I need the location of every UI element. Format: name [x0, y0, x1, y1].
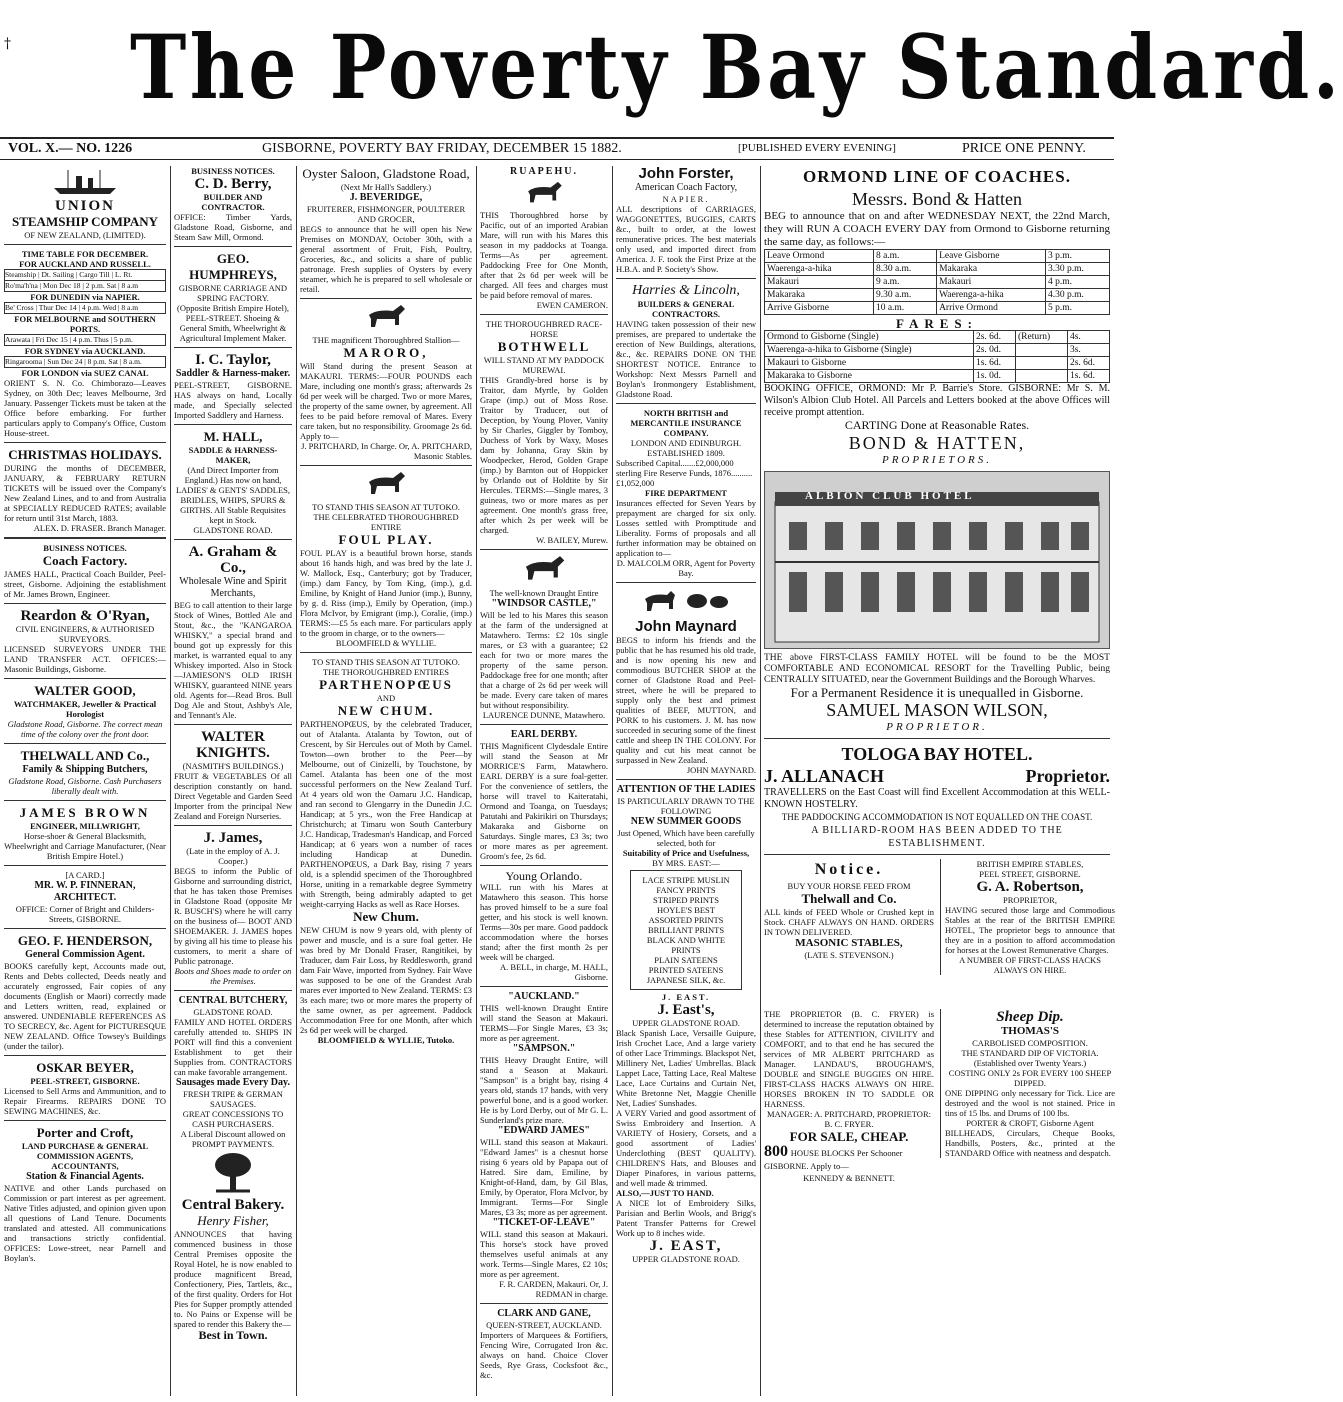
notice-thelwall-body: ALL kinds of FEED Whole or Crushed kept in Stock. CHAFF ALWAYS ON HAND. ORDERS IN TOWN DELIVERED. — [764, 907, 934, 937]
column-rule — [296, 166, 297, 1396]
masonic-sub: (LATE S. STEVENSON.) — [804, 950, 894, 960]
porter-body: NATIVE and other Lands purchased on Commission or part interest as per agreement. Native Titles adjusted, and opinion given upon all questions of Land Tenure. Documents translated and attested. All communications and transactions strictly confidential. OFFICES: Lowe-street, near Parnell and Boylan's. — [4, 1183, 166, 1263]
forster-sub: American Coach Factory, — [634, 182, 738, 193]
maynard-sign: JOHN MAYNARD. — [686, 765, 756, 775]
cash-purchasers: GREAT CONCESSIONS TO CASH PURCHASERS. — [182, 1109, 284, 1129]
column-3 — [300, 166, 472, 1396]
porter-sub-2: Station & Financial Agents. — [26, 1171, 144, 1182]
horse-icon — [521, 180, 567, 208]
nbm-capital: Subscribed Capital.......£2,000,000 sterling Fire Reserve Funds, 1876..........£1,052,000 — [616, 458, 753, 488]
booking-info: BOOKING OFFICE, ORMOND: Mr P. Barrie's Store. GISBORNE: Mr S. M. Wilson's Albion Club Hotel. All Parcels and Letters booked at the above Offices will receive prompt attention. — [764, 383, 1110, 418]
allanach-proprietor: Proprietor. — [1025, 766, 1110, 786]
hotel-sign: ALBION CLUB HOTEL — [805, 490, 975, 502]
fare-cell: Makaraka to Gisborne — [765, 370, 974, 383]
route-auckland: FOR AUCKLAND AND RUSSELL. — [19, 259, 151, 269]
notice-body: BUY YOUR HORSE FEED FROM — [787, 881, 911, 891]
east-bottom-sub: UPPER GLADSTONE ROAD. — [632, 1254, 740, 1264]
good-body: Gladstone Road, Gisborne. The correct mean time of the colony over the front door. — [7, 719, 163, 739]
timetable-cell: Arrive Ormond — [937, 302, 1046, 315]
foul-body: FOUL PLAY is a beautiful brown horse, stands about 16 hands high, and was bred by the late J. W. Mallock, Esq., Canterbury; got by Traducer, (imp.) dam Fancy, by Tom King, (imp.), g.d. Emiline, by Knight of Hand Junior (imp.), Bunny, by g. d. Riss (imp.), Emily by Operation, (imp.) Flora McIvor, by Emigrant (imp.), Coralie, (imp.) TERMS:—£5 5s each mare. For particulars apply to the groom in charge, or to the owners— — [300, 548, 472, 638]
good-title: WALTER GOOD, — [34, 683, 136, 698]
notice-ad — [764, 859, 934, 960]
robertson-body: HAVING secured those large and Commodious Stables at the rear of the BRITISH EMPIRE HOTEL, The proprietor begs to announce that they are in a position to afford accommodation for horses at the Lowest Remunerative Charges. — [945, 905, 1115, 955]
reardon-sub: CIVIL ENGINEERS, & AUTHORISED SURVEYORS. — [15, 624, 155, 644]
foul-title: FOUL PLAY. — [338, 532, 434, 547]
timetable-cell: Arrive Gisborne — [765, 302, 874, 315]
steamship-icon — [50, 168, 120, 196]
card-label: [A CARD.] — [65, 870, 105, 880]
edward-body: WILL stand this season at Makauri. "Edward James" is a chesnut horse rising 6 years old by Papapa out of Hatred. Sire dam, Emiline, by Knight-of-Hand, dam, by Gil Blas, Emily, by Operator, Flora McIvor, by Immigrant. Terms—For Single Mares, £3 3s; more as per agreement. — [480, 1137, 608, 1217]
route-sydney: FOR SYDNEY via AUCKLAND. — [24, 346, 146, 356]
bothwell-intro: THE THOROUGHBRED RACE-HORSE — [485, 319, 603, 339]
box-item: HOYLE'S BEST ASSORTED PRINTS — [648, 905, 724, 925]
taylor-body: PEEL-STREET, GISBORNE. HAS always on hand, Locally made, and Specially selected Imported Saddlery and Harness. — [174, 380, 292, 420]
humphreys-body: (Opposite British Empire Hotel), PEEL-STREET. Shoeing & General Smith, Wheelwright & Agricultural Implement Maker. — [177, 303, 289, 343]
horse-icon — [363, 303, 409, 333]
timetable-cell: 10 a.m. — [873, 302, 936, 315]
column-4 — [480, 166, 608, 1396]
forster-city: NAPIER. — [662, 194, 710, 204]
box-item: BLACK AND WHITE PRINTS — [646, 935, 726, 955]
fare-cell — [1016, 370, 1068, 383]
robertson-title: G. A. Robertson, — [976, 879, 1084, 895]
auckland-title: "AUCKLAND." — [508, 991, 580, 1002]
fare-cell: Makauri to Gisborne — [765, 357, 974, 370]
hacks-note: A NUMBER OF FIRST-CLASS HACKS ALWAYS ON HIRE. — [959, 955, 1101, 975]
route-melbourne: FOR MELBOURNE and SOUTHERN PORTS. — [14, 314, 156, 334]
hall-body: (And Direct Importer from England.) Has now on hand, LADIES' & GENTS' SADDLES, BRIDLES, WHIPS, SPURS & GIRTHS. All Stable Requisites kept in Stock. — [175, 465, 291, 525]
berry-sub: BUILDER AND CONTRACTOR. — [201, 192, 265, 212]
sale-sign: KENNEDY & BENNETT. — [803, 1173, 895, 1183]
column-1 — [4, 166, 166, 1396]
best-in-town: Best in Town. — [198, 1328, 268, 1342]
notice-thelwall: Thelwall and Co. — [801, 891, 897, 906]
place-date: GISBORNE, POVERTY BAY FRIDAY, DECEMBER 15 1882. — [262, 141, 622, 156]
easts-sub: UPPER GLADSTONE ROAD. — [632, 1018, 740, 1028]
timetable-cell: Makaraka — [937, 263, 1046, 276]
oyster-sub: (Next Mr Hall's Saddlery.) — [340, 182, 432, 192]
masonic-sign: MANAGER: A. PRITCHARD, PROPRIETOR: B. C. FRYER. — [767, 1109, 931, 1129]
sale-number: 800 — [764, 1143, 788, 1160]
goods-box — [630, 870, 742, 990]
maynard-title: John Maynard — [635, 618, 737, 635]
robertson-sub: PROPRIETOR, — [1003, 895, 1057, 905]
newchum-title: NEW CHUM. — [337, 703, 435, 718]
paddock-note: THE PADDOCKING ACCOMMODATION IS NOT EQUALLED ON THE COAST. — [781, 812, 1093, 822]
timetable-cell: 5 p.m. — [1046, 302, 1110, 315]
ruapehu-sign: EWEN CAMERON. — [536, 300, 608, 310]
east-side-label: J. EAST. — [661, 992, 711, 1002]
thomas-title: THOMAS'S — [1000, 1025, 1060, 1037]
timetable-cell: Makauri — [937, 276, 1046, 289]
parth-title: PARTHENOPŒUS — [319, 677, 453, 692]
timetable-cell: 3 p.m. — [1046, 250, 1110, 263]
fare-cell: 2s. 6d. — [1067, 357, 1109, 370]
maroro-sign: J. PRITCHARD, In Charge. Or, A. PRITCHARD, Masonic Stables. — [301, 441, 472, 461]
timetable-cell: Leave Gisborne — [937, 250, 1046, 263]
bothwell-body: THIS Grandly-bred horse is by Traitor, dam Myrtle, by Golden Grape (imp.) out of Moss Rose. Traitor by Traducer, out of Deception, by Young Plover, Vanity by Sir Charles, Giggler by Tomboy, Duchess of York by Waxy, Moses dam by Johanna, Gray Skin by Woodpecker, Herod, Golden Grape (imp.) by Barnton out of Hoppicker by Orlando out of Holdtite by Sir Hercules. TERMS:—Single mares, 3 guineas, two or more mares as per agreement. One month's grass free, after which 2s per week will be charged. — [480, 375, 608, 535]
fare-cell: 2s. 0d. — [973, 344, 1015, 357]
bottom-ads — [764, 1009, 1115, 1183]
box-item: PLAIN SATEENS — [654, 955, 718, 965]
fare-cell: Ormond to Gisborne (Single) — [765, 331, 974, 344]
bothwell-sub: WILL STAND AT MY PADDOCK MUREWAI. — [483, 355, 605, 375]
goods-title: NEW SUMMER GOODS — [630, 816, 742, 827]
business-notices: BUSINESS NOTICES. — [191, 166, 275, 176]
sale-title: FOR SALE, CHEAP. — [789, 1129, 909, 1144]
humphreys-sub: GISBORNE CARRIAGE AND SPRING FACTORY. — [178, 283, 288, 303]
box-item: JAPANESE SILK, &c. — [646, 975, 726, 985]
ladies-title: ATTENTION OF THE LADIES — [616, 784, 756, 795]
ticket-body: WILL stand this season at Makauri. This horse's stock have proved themselves useful animals at any work. Terms—Single Mares, £2 10s; more as per agreement. — [480, 1229, 608, 1279]
beyer-sub: PEEL-STREET, GISBORNE. — [30, 1076, 140, 1086]
route-row: Be' Cross | Thur Dec 14 | 4 p.m. Wed | 8 a.m — [4, 302, 166, 314]
bakery-title: Central Bakery. — [181, 1197, 285, 1213]
graham-body: BEG to call attention to their large Stock of Wines, Bottled Ale and Stout, &c., the "KANGAROA WHISKY," a special brand and bound got up expressly for this market, is warranted equal to any Whiskey imported. Also in Stock—JAMIESON'S OLD IRISH WHISKY, guaranteed NINE years old. Agents for—Read Bros. Bull Dog Ale and Stout, Ashby's Ale, and Tennant's Ale. — [174, 600, 292, 720]
box-item: LACE STRIPE MUSLIN — [642, 875, 730, 885]
finneran-title: MR. W. P. FINNERAN, ARCHITECT. — [34, 880, 136, 903]
bond-title: Messrs. Bond & Hatten — [852, 189, 1022, 209]
union-subtitle: STEAMSHIP COMPANY — [11, 214, 158, 229]
notice-title: Notice. — [814, 861, 884, 878]
hotel-body: THE above FIRST-CLASS FAMILY HOTEL will be found to be the MOST COMFORTABLE AND ECONOMICAL RESORT for the Travelling Public, being CENTRALLY SITUATED, near the Government Buildings and the Borough Wharves. — [764, 653, 1110, 685]
james-sub: (Late in the employ of A. J. Cooper.) — [186, 846, 280, 866]
clark-title: CLARK AND GANE, — [497, 1308, 591, 1319]
sheep-title: Sheep Dip. — [996, 1009, 1064, 1025]
xmas-title: CHRISTMAS HOLIDAYS. — [8, 447, 162, 462]
maroro-title: MARORO, — [343, 345, 429, 360]
harries-body: HAVING taken possession of their new premises, are prepared to undertake the erection of New Buildings, alterations, &c., &c. REPAIRS DONE ON THE SHORTEST NOTICE. Entrance to Workshop: Next Messrs Parnell and Boylan's Ironmongery Establishment, Gladstone Road. — [616, 319, 756, 399]
derby-title: EARL DERBY. — [510, 729, 578, 740]
london-body: ORIENT S. N. Co. Chimborazo—Leaves Sydney, on 30th Dec; leaves Melbourne, 3rd January. Passenger Tickets must be taken at the Office before embarking. For further particulars apply to Company's Office, Custom House-street. — [4, 378, 166, 438]
billiard-note: A BILLIARD-ROOM HAS BEEN ADDED TO THE ESTABLISHMENT. — [811, 825, 1063, 849]
price: PRICE ONE PENNY. — [962, 141, 1086, 156]
column-2 — [174, 166, 292, 1396]
edward-title: "EDWARD JAMES" — [498, 1125, 590, 1136]
taylor-title: I. C. Taylor, — [195, 352, 271, 368]
carting: CARTING Done at Reasonable Rates. — [844, 418, 1030, 432]
good-sub: WATCHMAKER, Jeweller & Practical Horologist — [13, 699, 157, 719]
also-body: A NICE lot of Embroidery Silks, Parisian and Berlin Wools, and Brigg's Patent Transfer Patterns for Crewel Work up to 8 inches wide. — [616, 1198, 756, 1238]
auckland-body: THIS well-known Draught Entire will stand the Season at Makauri. TERMS—For Single Mares, £3 3s; more as per agreement. — [480, 1003, 608, 1043]
timetable-cell: Makaraka — [765, 289, 874, 302]
ormond-title: ORMOND LINE OF COACHES. — [803, 167, 1071, 186]
stables-sub: PEEL STREET, GISBORNE. — [979, 869, 1081, 879]
newspaper-title: The Poverty Bay Standard. — [130, 15, 1343, 119]
timetable-cell: Waerenga-a-hika — [937, 289, 1046, 302]
stables-title: BRITISH EMPIRE STABLES, — [976, 859, 1084, 869]
bond-body: BEG to announce that on and after WEDNESDAY NEXT, the 22nd March, they will RUN A COACH EVERY DAY from Ormond to Gisborne returning the same day, as follows:— — [764, 210, 1110, 248]
column-5 — [616, 166, 756, 1396]
parth-head: TO STAND THIS SEASON AT TUTOKO. — [312, 657, 460, 667]
forster-body: ALL descriptions of CARRIAGES, WAGGONETTES, BUGGIES, CARTS &c., built to order, at the lowest remunerative prices. The best materials only used, and imported direct from America. J. F. took the First Prize at the H.B.A. and P. Society's Show. — [616, 204, 756, 274]
box-item: BRILLIANT PRINTS — [647, 925, 725, 935]
fare-cell: 4s. — [1067, 331, 1109, 344]
harries-title: Harries & Lincoln, — [632, 283, 740, 298]
hall-title: M. HALL, — [203, 429, 263, 444]
graham-title: A. Graham & Co., — [188, 544, 278, 576]
timetable-cell: 8.30 a.m. — [873, 263, 936, 276]
bothwell-sign: W. BAILEY, Murew. — [536, 535, 608, 545]
fare-cell — [1016, 344, 1068, 357]
sale-row — [764, 1145, 934, 1173]
timetable-cell: 4.30 p.m. — [1046, 289, 1110, 302]
finneran-body: OFFICE: Corner of Bright and Childers-Streets, GISBORNE. — [15, 904, 155, 924]
porter-title: Porter and Croft, — [36, 1125, 134, 1140]
brown-body: Horse-shoer & General Blacksmith, Wheelwright and Carriage Manufacturer, (Near British Empire Hotel.) — [4, 831, 166, 861]
wilson-title: SAMUEL MASON WILSON, — [826, 700, 1048, 720]
clark-sub: QUEEN-STREET, AUCKLAND. — [486, 1320, 602, 1330]
knights-sub: (NASMITH'S BUILDINGS.) — [182, 761, 284, 771]
tologa-title: TOLOGA BAY HOTEL. — [841, 744, 1033, 764]
suitability: Suitability of Price and Usefulness, — [622, 848, 750, 858]
thomas-cost: COSTING ONLY 2s FOR EVERY 100 SHEEP DIPPED. — [948, 1068, 1112, 1088]
east-by: BY MRS. EAST:— — [652, 858, 720, 868]
derby-body: THIS Magnificent Clydesdale Entire will stand the Season at Mr MORRICE'S Farm, Matawhero. EARL DERBY is a sure foal-getter. For the convenience of settlers, the horse will travel to Kaiteratahi, Ormond and Toanga, on Tuesdays; Patutahi and Pakirikiri on Thursdays; Makaraka and Gisborne on Saturdays. Single mares, £3 3s; two or more mares as per agreement. Groom's fee, 2s 6d. — [480, 741, 608, 861]
henderson-sub: General Commission Agent. — [25, 949, 145, 960]
business-notices: BUSINESS NOTICES. — [43, 543, 127, 553]
horse-icon — [363, 470, 409, 500]
thomas-sub: CARBOLISED COMPOSITION. — [972, 1038, 1088, 1048]
porter-agent: PORTER & CROFT, Gisborne Agent — [966, 1118, 1094, 1128]
column-rule — [760, 166, 761, 1396]
butchery-title: CENTRAL BUTCHERY, — [178, 995, 288, 1006]
foul-sign: BLOOMFIELD & WYLLIE. — [335, 638, 437, 648]
knights-body: FRUIT & VEGETABLES Of all description constantly on hand. Direct Vegetable and Garden Seed Importer from the principal New Zealand and Foreign Nurseries. — [174, 771, 292, 821]
masthead — [0, 0, 1343, 128]
oyster-title: Oyster Saloon, Gladstone Road, — [302, 166, 470, 181]
sausages: Sausages made Every Day. — [176, 1077, 290, 1088]
newchum-sign: BLOOMFIELD & WYLLIE, Tutoko. — [317, 1035, 455, 1045]
box-item: STRIPED PRINTS — [653, 895, 719, 905]
parth-sub: THE THOROUGHBRED ENTIRES — [323, 667, 449, 677]
timetable-cell: 3.30 p.m. — [1046, 263, 1110, 276]
column-6 — [764, 166, 1115, 1396]
brown-title: JAMES BROWN — [19, 805, 151, 820]
berry-body: OFFICE: Timber Yards, Gladstone Road, Gisborne, and Steam Saw Mill, Ormond. — [174, 212, 292, 242]
beveridge-sub: FRUITERER, FISHMONGER, POULTERER AND GROCER, — [306, 204, 466, 224]
volume-number: VOL. X.— NO. 1226 — [8, 141, 133, 156]
taylor-sub: Saddler & Harness-maker. — [175, 368, 291, 379]
sampson-title: "SAMPSON." — [512, 1043, 576, 1054]
reardon-body: LICENSED SURVEYORS UNDER THE LAND TRANSFER ACT. OFFICES:—Masonic Buildings, Gisborne. — [4, 644, 166, 674]
sale-body: HOUSE BLOCKS Per Schooner GISBORNE. Apply to— — [764, 1148, 903, 1171]
dateline — [0, 137, 1114, 160]
windsor-intro: The well-known Draught Entire — [489, 588, 599, 598]
timetable-cell: 8 a.m. — [873, 250, 936, 263]
butchery-sub: GLADSTONE ROAD. — [193, 1007, 273, 1017]
timetable-cell: Makauri — [765, 276, 874, 289]
wheatsheaf-icon — [208, 1151, 258, 1195]
draught-horse-icon — [516, 554, 572, 586]
fisher-body: ANNOUNCES that having commenced business in those Central Premises opposite the Royal Hotel, he is now enabled to produce magnificent Bread, Confectionery, Pies, Tartlets, &c., of the first quality. Orders for Hot Pies for Supper promptly attended to. No Pains or Expense will be spared to render this Bakery the— — [174, 1229, 292, 1329]
livestock-icon — [641, 587, 731, 617]
sheepdip-ad — [940, 1009, 1115, 1158]
thelwall-title: THELWALL AND Co., — [20, 748, 150, 763]
henderson-body: BOOKS carefully kept, Accounts made out, Rents and Debts collected, Deeds neatly and accurately engrossed, Fair copies of any documents (English or Maori) correctly made and Letters written, read, explained or answered. UNDENIABLE REFERENCES AS TO SECRECY, &c. Agent for PICTURESQUE NEW ZEALAND. Office Towsey's Buildings (under the tailor). — [4, 961, 166, 1051]
route-dunedin: FOR DUNEDIN via NAPIER. — [30, 292, 140, 302]
route-row: Ro'ma'h'na | Mon Dec 18 | 2 p.m. Sat | 8 a.m — [4, 281, 166, 292]
coach-timetable — [764, 249, 1110, 315]
thomas-body: ONE DIPPING only necessary for Tick. Lice are destroyed and the wool is not stained. Price in tins of 15 lbs. and Drums of 100 lbs. — [945, 1088, 1115, 1118]
xmas-body: DURING the months of DECEMBER, JANUARY, & FEBRUARY RETURN TICKETS will be issued over the Company's New Zealand Lines, and to and from Australia at SPECIALLY REDUCED RATES; available for return until 31st March, 1883. — [4, 463, 166, 523]
berry-title: C. D. Berry, — [194, 176, 272, 192]
margin-dagger: † — [4, 36, 11, 52]
ruapehu-body: THIS Thoroughbred horse by Pacific, out of an imported Arabian Mare, will run with his Mares this season in my paddocks at Toanga. Terms—As per agreement. Paddocking Free for One Month, after that 2s 6d per week will be charged. All fees and charges must be paid before removal of mares. — [480, 210, 608, 300]
newchum-title-2: New Chum. — [353, 909, 419, 924]
tripe: FRESH TRIPE & GERMAN SAUSAGES. — [183, 1089, 283, 1109]
residence: For a Permanent Residence it is unequalled in Gisborne. — [790, 685, 1084, 700]
newchum-body: NEW CHUM is now 9 years old, with plenty of power and muscle, and is a sure foal getter. He was bred by Mr Donald Fraser, Rangitikei, by Traducer, dam Fair Loss, by Reddlesworth, grand dam Fair Wave, imported from Sydney. Fair Wave was supposed to be one of the Grandest Arab mares ever imported to New Zealand. TERMS: £3 3s each mare; two or more mares the property of the same owner, as per agreement. Paddock Accommodation Free for one Month, after which 2s 6d per week will be charged. — [300, 925, 472, 1035]
route-row: Ringarooma | Sun Dec 24 | 8 p.m. Sat | 8 a.m. — [4, 356, 166, 368]
lower-ads — [764, 859, 1115, 1009]
easts-title: J. East's, — [657, 1002, 715, 1018]
thomas-est: (Established over Twenty Years.) — [973, 1058, 1087, 1068]
column-rule — [612, 166, 613, 1396]
timetable-cell: 9 a.m. — [873, 276, 936, 289]
fare-cell: (Return) — [1016, 331, 1068, 344]
maroro-intro: THE magnificent Thoroughbred Stallion— — [312, 335, 460, 345]
beyer-title: OSKAR BEYER, — [36, 1060, 134, 1075]
allanach-name: J. ALLANACH — [764, 766, 885, 786]
goods-body: Just Opened, Which have been carefully selected, both for — [617, 828, 755, 848]
xmas-sign: ALEX. D. FRASER. Branch Manager. — [33, 523, 166, 533]
ticket-title: "TICKET-OF-LEAVE" — [492, 1217, 596, 1228]
union-title: UNION — [54, 198, 115, 214]
nbm-est: ESTABLISHED 1809. — [647, 448, 725, 458]
union-subtitle-2: OF NEW ZEALAND, (LIMITED). — [24, 230, 146, 240]
box-item: PRINTED SATEENS — [648, 965, 724, 975]
nbm-title: NORTH BRITISH and MERCANTILE INSURANCE COMPANY. — [630, 408, 742, 438]
ruapehu-title: RUAPEHU. — [510, 166, 578, 177]
route-row: Steamship | Dt. Sailing | Cargo Till | L. Rt. — [4, 269, 166, 281]
masonic-title: MASONIC STABLES, — [795, 937, 903, 949]
windsor-sign: LAURENCE DUNNE, Matawhero. — [482, 710, 606, 720]
thomas-sub-2: THE STANDARD DIP OF VICTORIA. — [961, 1048, 1099, 1058]
graham-sub: Wholesale Wine and Spirit Merchants, — [179, 576, 287, 599]
young-title: Young Orlando. — [505, 869, 583, 883]
timetable-cell: Waerenga-a-hika — [765, 263, 874, 276]
east-bottom-title: J. EAST, — [649, 1238, 723, 1254]
forster-title: John Forster, — [638, 165, 734, 182]
allanach-row — [764, 765, 1110, 787]
box-item: FANCY PRINTS — [656, 885, 716, 895]
column-rule — [170, 166, 171, 1396]
james-title: J. James, — [203, 830, 263, 846]
henderson-title: GEO. F. HENDERSON, — [17, 933, 153, 948]
clark-body: Importers of Marquees & Fortifiers, Fencing Wire, Corrugated Iron &c. always on hand. Choice Clover Seeds, Rye Grass, Cocksfoot &c., &c. — [480, 1330, 608, 1380]
parth-and: AND — [376, 693, 396, 703]
fares-table — [764, 330, 1110, 383]
james-body: BEGS to inform the Public of Gisborne and surrounding district, that he has taken those Premises in Gladstone Road (opposite Mr R. BUSCH'S) where he will carry on the business of— BOOT AND SHOEMAKER. J. JAMES hopes by giving all his time to please his customers, to merit a share of Public patronage. — [174, 866, 292, 966]
fare-cell: 3s. — [1067, 344, 1109, 357]
easts-body: A VERY Varied and good assortment of Swiss Embroidery and Insertion. A VARIETY of Hosiery, Corsets, and a good assortment of Ladies' Underclothing (BEST QUALITY). CHILDREN'S Hats, and Blouses and Diaper Pinafores, in various patterns, and well made & trimmed. — [616, 1108, 756, 1188]
foul-sub: THE CELEBRATED THOROUGHBRED ENTIRE — [313, 512, 459, 532]
reardon-title: Reardon & O'Ryan, — [20, 608, 150, 624]
stables-ad — [940, 859, 1115, 975]
fare-cell: 1s. 6d. — [1067, 370, 1109, 383]
sampson-body: THIS Heavy Draught Entire, will stand a Season at Makauri. "Sampson" is a bright bay, rising 4 years old, stands 17 hands, with very powerful bone, and is a good worker. He is by Lord Derby, out of Mr G. L. Sunderland's prize mare. — [480, 1055, 608, 1125]
hall-address: GLADSTONE ROAD. — [193, 525, 273, 535]
ticket-sign: F. R. CARDEN, Makauri. Or, J. REDMAN in charge. — [499, 1279, 608, 1299]
printing-note: BILLHEADS, Circulars, Cheque Books, Handbills, Posters, &c., printed at the STANDARD Office with neatness and despatch. — [945, 1128, 1115, 1158]
coach-title: Coach Factory. — [42, 553, 128, 568]
wilson-sub: PROPRIETOR. — [886, 721, 988, 733]
coach-body: JAMES HALL, Practical Coach Builder, Peel-street, Gisborne. Adjoining the establishment of Mr. James Brown, Engineer. — [4, 569, 166, 599]
parth-body: PARTHENOPŒUS, by the celebrated Traducer, out of Atalanta. Atalanta by Towton, out of Crescent, by Sir Hercules out of Moth by Camel. Towton—own brother to the Peer—by Melbourne, out of Cinizelli, by Touchstone, by Camel. Atalanta has been one of the most successful performers on the New Zealand Turf. At 4 years old won the Oamaru J.C. Handicap, and ran second to Glengarry in the Dunedin J.C. Handicap; at 5 yrs., won the Free Handicap at Christchurch; at Timaru won South Canterbury J.C. Handicap, Tradesman's Handicap, and Forced Handicap; at 6 years won a number of races including Handicap at Dunedin. PARTHENOPŒUS, a Dark Bay, rising 7 years old, is a splendid specimen of the Thoroughbred Horse, uniting in a remarkable degree Symmetry with Strength, being admirably adapted to get weight-carrying Hacks as well as Race Horses. — [300, 719, 472, 909]
windsor-title: "WINDSOR CASTLE," — [491, 598, 597, 609]
hotel-illustration — [764, 471, 1110, 649]
fares-title: FARES: — [896, 316, 978, 331]
easts-list: Black Spanish Lace, Versaille Guipure, Irish Crochet Lace, And a large variety of other Lace Trimmings. Blackspot Net, Millinery Net, Ladies' Umbrellas. Black Lappet Lace, Tatting Lace, Real Maltese Lace, Lace Curtains and Curtain Net, White Bretonne Net, Maggie Chenille Net, Ladies' Sunshades. — [616, 1028, 756, 1108]
james-note: Boots and Shoes made to order on the Premises. — [174, 966, 292, 986]
thelwall-sub: Family & Shipping Butchers, — [22, 764, 148, 775]
beyer-body: Licensed to Sell Arms and Ammunition, and to Repair Firearms. REPAIRS DONE TO SEWING MACHINES, &c. — [4, 1086, 166, 1116]
thelwall-body: Gladstone Road, Gisborne. Cash Purchasers liberally dealt with. — [8, 776, 162, 796]
nbm-city: LONDON AND EDINBURGH. — [630, 438, 742, 448]
beveridge-body: BEGS to announce that he will open his New Premises on MONDAY, October 30th, with a general assortment of Fruit, Fish, Poultry, Groceries, &c., and solicits a share of public patronage. Fresh supplies of Oysters by every steamer, which he is prepared to sell wholesale or retail. — [300, 224, 472, 294]
fare-cell: 1s. 6d. — [973, 357, 1015, 370]
fare-cell — [1016, 357, 1068, 370]
ladies-sub: IS PARTICULARLY DRAWN TO THE FOLLOWING — [617, 796, 755, 816]
humphreys-title: GEO. HUMPHREYS, — [189, 251, 277, 282]
porter-sub: LAND PURCHASE & GENERAL COMMISSION AGENTS, ACCOUNTANTS, — [21, 1141, 149, 1171]
butchery-body: FAMILY AND HOTEL ORDERS carefully attended to. SHIPS IN PORT will find this a convenient Establishment to get their Supplies from. CONTRACTORS can make favorable arrangement. — [174, 1017, 292, 1077]
fare-cell: 2s. 6d. — [973, 331, 1015, 344]
fire-title: FIRE DEPARTMENT — [645, 488, 727, 498]
bothwell-title: BOTHWELL — [497, 339, 591, 354]
bondhatten-title: BOND & HATTEN, — [848, 433, 1026, 453]
timetable-cell: 4 p.m. — [1046, 276, 1110, 289]
route-london: FOR LONDON via SUEZ CANAL — [21, 368, 149, 378]
fare-cell: 1s. 0d. — [973, 370, 1015, 383]
beveridge-title: J. BEVERIDGE, — [349, 192, 423, 203]
route-row: Arawata | Fri Dec 15 | 4 p.m. Thus | 5 p.m. — [4, 334, 166, 346]
hall-sub: SADDLE & HARNESS-MAKER, — [188, 445, 278, 465]
published-note: [PUBLISHED EVERY EVENING] — [738, 142, 896, 154]
timetable-cell: 9.30 a.m. — [873, 289, 936, 302]
young-body: WILL run with his Mares at Matawhero this season. This horse has proved himself to be a sure foal getter, and his stock is well known. Terms—30s per mare. Good paddock accommodation where the horses stand; after the first month 2s per week will be charged. — [480, 882, 608, 962]
fire-sign: D. MALCOLM ORR, Agent for Poverty Bay. — [616, 558, 756, 578]
fisher-title: Henry Fisher, — [197, 1213, 269, 1228]
discount: A Liberal Discount allowed on PROMPT PAYMENTS. — [180, 1129, 286, 1149]
young-sign: A. BELL, in charge, M. HALL, Gisborne. — [500, 962, 608, 982]
windsor-body: Will be led to his Mares this season at the farm of the undersigned at Matawhero. Terms: £2 10s single mares, or £3 with a guarantee; £2 each for two or more mares the property of the same person. Paddockage free for one month; after that a charge of 2s 6d per week will be made. Every care taken of mares but without responsibility. — [480, 610, 608, 710]
harries-sub: BUILDERS & GENERAL CONTRACTORS. — [637, 299, 735, 319]
timetable-title: TIME TABLE FOR DECEMBER. — [21, 249, 149, 259]
maynard-body: BEGS to inform his friends and the public that he has resumed his old trade, and is now opening his new and commodious BUTCHER SHOP at the corner of Gladstone Road and Peel-street, where he will be prepared to supply only the best and primest qualities of BEEF, MUTTON, and PORK to his customers. J. M. has now succeeded in securing some of the finest cattle and sheep IN THE COLONY. For quality and cut his meat cannot be surpassed in New Zealand. — [616, 635, 756, 765]
masonic-ad — [764, 1009, 934, 1183]
maroro-body: Will Stand during the present Season at MAKAURI. TERMS:—FOUR POUNDS each Mare, including one month's grass; afterwards 2s 6d per week will be charged. Two or more Mares, the property of the same owner, by agreement. All fees to be paid before removal of Mares. Every care taken, but no responsibility. Groomage 2s 6d. Apply to— — [300, 361, 472, 441]
brown-sub: ENGINEER, MILLWRIGHT, — [30, 821, 140, 831]
tologa-body: TRAVELLERS on the East Coast will find Excellent Accommodation at this WELL-KNOWN HOSTELRY. — [764, 787, 1110, 810]
fare-cell: Waerenga-a-hika to Gisborne (Single) — [765, 344, 974, 357]
masonic-body: THE PROPRIETOR (B. C. FRYER) is determined to increase the reputation obtained by these Stables for ATTENTION, CIVILITY and COMFORT, and to that end he has secured the services of MR ALBERT PRITCHARD as Manager. LANDAU'S, BROUGHAM'S, DOUBLE and SINGLE BUGGIES ON HIRE. FIRST-CLASS HACKS ALWAYS ON HIRE. HORSES BROKEN IN TO SADDLE OR HARNESS. — [764, 1009, 934, 1109]
foul-head: TO STAND THIS SEASON AT TUTOKO. — [312, 502, 460, 512]
column-rule — [476, 166, 477, 1396]
proprietors: PROPRIETORS. — [881, 454, 993, 466]
timetable-cell: Leave Ormond — [765, 250, 874, 263]
also-label: ALSO,—JUST TO HAND. — [616, 1188, 714, 1198]
fire-body: Insurances effected for Seven Years by prepayment are charged for six only. Losses settled with Promptitude and Liberality. Forms of proposals and all further information may be obtained on application to— — [616, 498, 756, 558]
knights-title: WALTER KNIGHTS. — [196, 729, 270, 761]
